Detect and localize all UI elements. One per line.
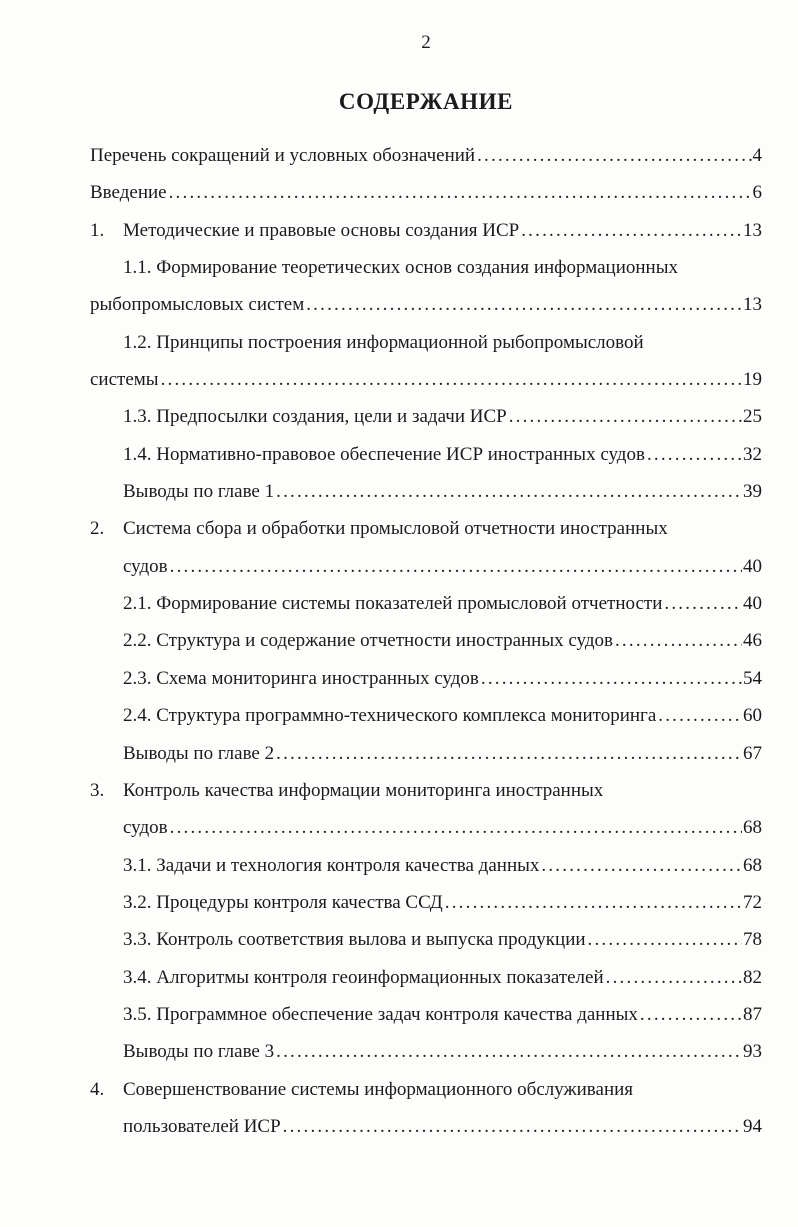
dot-leader	[276, 473, 742, 510]
dot-leader	[445, 884, 742, 921]
toc-entry-text: Перечень сокращений и условных обозначений	[90, 145, 476, 166]
toc-row	[90, 398, 762, 435]
dot-leader	[477, 137, 751, 174]
toc-row	[90, 286, 762, 323]
toc-row	[90, 548, 762, 585]
toc-entry-text: Контроль качества информации мониторинга иностранных	[123, 779, 604, 801]
toc-row	[90, 996, 762, 1033]
toc-row	[90, 884, 762, 921]
toc-row	[90, 735, 762, 772]
toc-row	[90, 510, 762, 547]
toc-row	[90, 137, 762, 174]
toc-entry-text: 2.4. Структура программно-технического комплекса мониторинга	[123, 705, 657, 727]
dot-leader	[283, 1108, 742, 1145]
toc-row	[90, 959, 762, 996]
toc-row	[90, 921, 762, 958]
toc-entry-text: системы	[90, 369, 159, 391]
dot-leader	[664, 585, 742, 622]
toc-page-number: 32	[743, 443, 762, 465]
dot-leader	[276, 1033, 742, 1070]
toc-entry-text: 1.3. Предпосылки создания, цели и задачи ИСР	[123, 406, 507, 428]
toc-entry-text: 3.5. Программное обеспечение задач контроля качества данных	[123, 1003, 638, 1025]
toc-entry-number: 4.	[90, 1078, 105, 1100]
toc-row	[90, 249, 762, 286]
dot-leader	[306, 286, 742, 323]
toc-entry-text: Методические и правовые основы создания ИСР	[123, 219, 520, 241]
dot-leader	[170, 809, 742, 846]
toc-entry-text: 2.2. Структура и содержание отчетности иностранных судов	[123, 630, 613, 652]
toc-entry-text: судов	[123, 817, 168, 839]
toc-entry-text: пользователей ИСР	[123, 1115, 281, 1137]
page-title: СОДЕРЖАНИЕ	[338, 89, 514, 114]
toc-entry-text: 1.4. Нормативно-правовое обеспечение ИСР иностранных судов	[123, 443, 645, 465]
toc-page-number: 94	[743, 1115, 762, 1137]
toc-entry-text: Введение	[90, 182, 167, 204]
toc-list	[90, 137, 762, 1145]
dot-leader	[658, 697, 742, 734]
toc-row	[90, 473, 762, 510]
toc-entry-text: Система сбора и обработки промысловой отчетности иностранных	[123, 518, 668, 540]
toc-entry-text: 2.1. Формирование системы показателей промысловой отчетности	[123, 593, 663, 615]
toc-row	[90, 1033, 762, 1070]
toc-entry-text: Выводы по главе 1	[123, 481, 275, 503]
toc-page-number: 54	[743, 667, 762, 689]
toc-row	[90, 585, 762, 622]
toc-entry-number: 3.	[90, 779, 105, 801]
toc-entry-text: Выводы по главе 2	[123, 742, 275, 764]
toc-entry-text: судов	[123, 555, 168, 577]
toc-page-number: 25	[743, 406, 762, 428]
toc-page-number: 68	[743, 817, 762, 839]
toc-page-number: 68	[743, 854, 762, 876]
dot-leader	[169, 174, 752, 211]
toc-page-number: 67	[743, 742, 762, 764]
toc-page-number: 13	[743, 219, 762, 241]
toc-page-number: 40	[743, 555, 762, 577]
toc-row	[90, 809, 762, 846]
toc-entry-text: 2.3. Схема мониторинга иностранных судов	[123, 667, 479, 689]
toc-row	[90, 772, 762, 809]
toc-row	[90, 324, 762, 361]
toc-entry-text: 3.2. Процедуры контроля качества ССД	[123, 891, 443, 913]
toc-page-number: 13	[743, 294, 762, 316]
toc-page-number: 82	[743, 966, 762, 988]
toc-page-number: 4	[752, 145, 762, 166]
toc-entry-text: рыбопромысловых систем	[90, 294, 305, 316]
toc-page-number: 40	[743, 593, 762, 615]
toc-entry-text: Совершенствование системы информационного обслуживания	[123, 1078, 634, 1100]
dot-leader	[541, 847, 742, 884]
toc-entry-number: 2.	[90, 518, 105, 540]
toc-entry-text: 1.1. Формирование теоретических основ создания информационных	[123, 257, 678, 279]
toc-page-number: 39	[743, 481, 762, 503]
toc-entry-text: 1.2. Принципы построения информационной рыбопромысловой	[123, 331, 644, 353]
toc-page-number: 72	[743, 891, 762, 913]
dot-leader	[606, 959, 742, 996]
toc-page-number: 87	[743, 1003, 762, 1025]
dot-leader	[615, 622, 742, 659]
toc-page-number: 93	[743, 1041, 762, 1063]
toc-row	[90, 622, 762, 659]
dot-leader	[588, 921, 742, 958]
toc-page-number: 60	[743, 705, 762, 727]
dot-leader	[647, 436, 742, 473]
dot-leader	[481, 660, 742, 697]
toc-entry-text: 3.4. Алгоритмы контроля геоинформационных показателей	[123, 966, 604, 988]
toc-row	[90, 660, 762, 697]
toc-row	[90, 174, 762, 211]
toc-row	[90, 436, 762, 473]
toc-entry-text: Выводы по главе 3	[123, 1041, 275, 1063]
toc-row	[90, 847, 762, 884]
dot-leader	[161, 361, 742, 398]
toc-page-number: 6	[752, 182, 762, 204]
toc-page-number: 19	[743, 369, 762, 391]
dot-leader	[521, 212, 742, 249]
dot-leader	[509, 398, 742, 435]
page-number: 2	[421, 32, 431, 53]
dot-leader	[170, 548, 742, 585]
toc-row	[90, 212, 762, 249]
toc-entry-number: 1.	[90, 219, 105, 241]
dot-leader	[276, 735, 742, 772]
dot-leader	[640, 996, 742, 1033]
toc-row	[90, 1108, 762, 1145]
toc-entry-text: 3.3. Контроль соответствия вылова и выпуска продукции	[123, 929, 586, 951]
toc-entry-text: 3.1. Задачи и технология контроля качества данных	[123, 854, 540, 876]
toc-row	[90, 1071, 762, 1108]
toc-row	[90, 697, 762, 734]
toc-row	[90, 361, 762, 398]
toc-page-number: 46	[743, 630, 762, 652]
toc-page-number: 78	[743, 929, 762, 951]
